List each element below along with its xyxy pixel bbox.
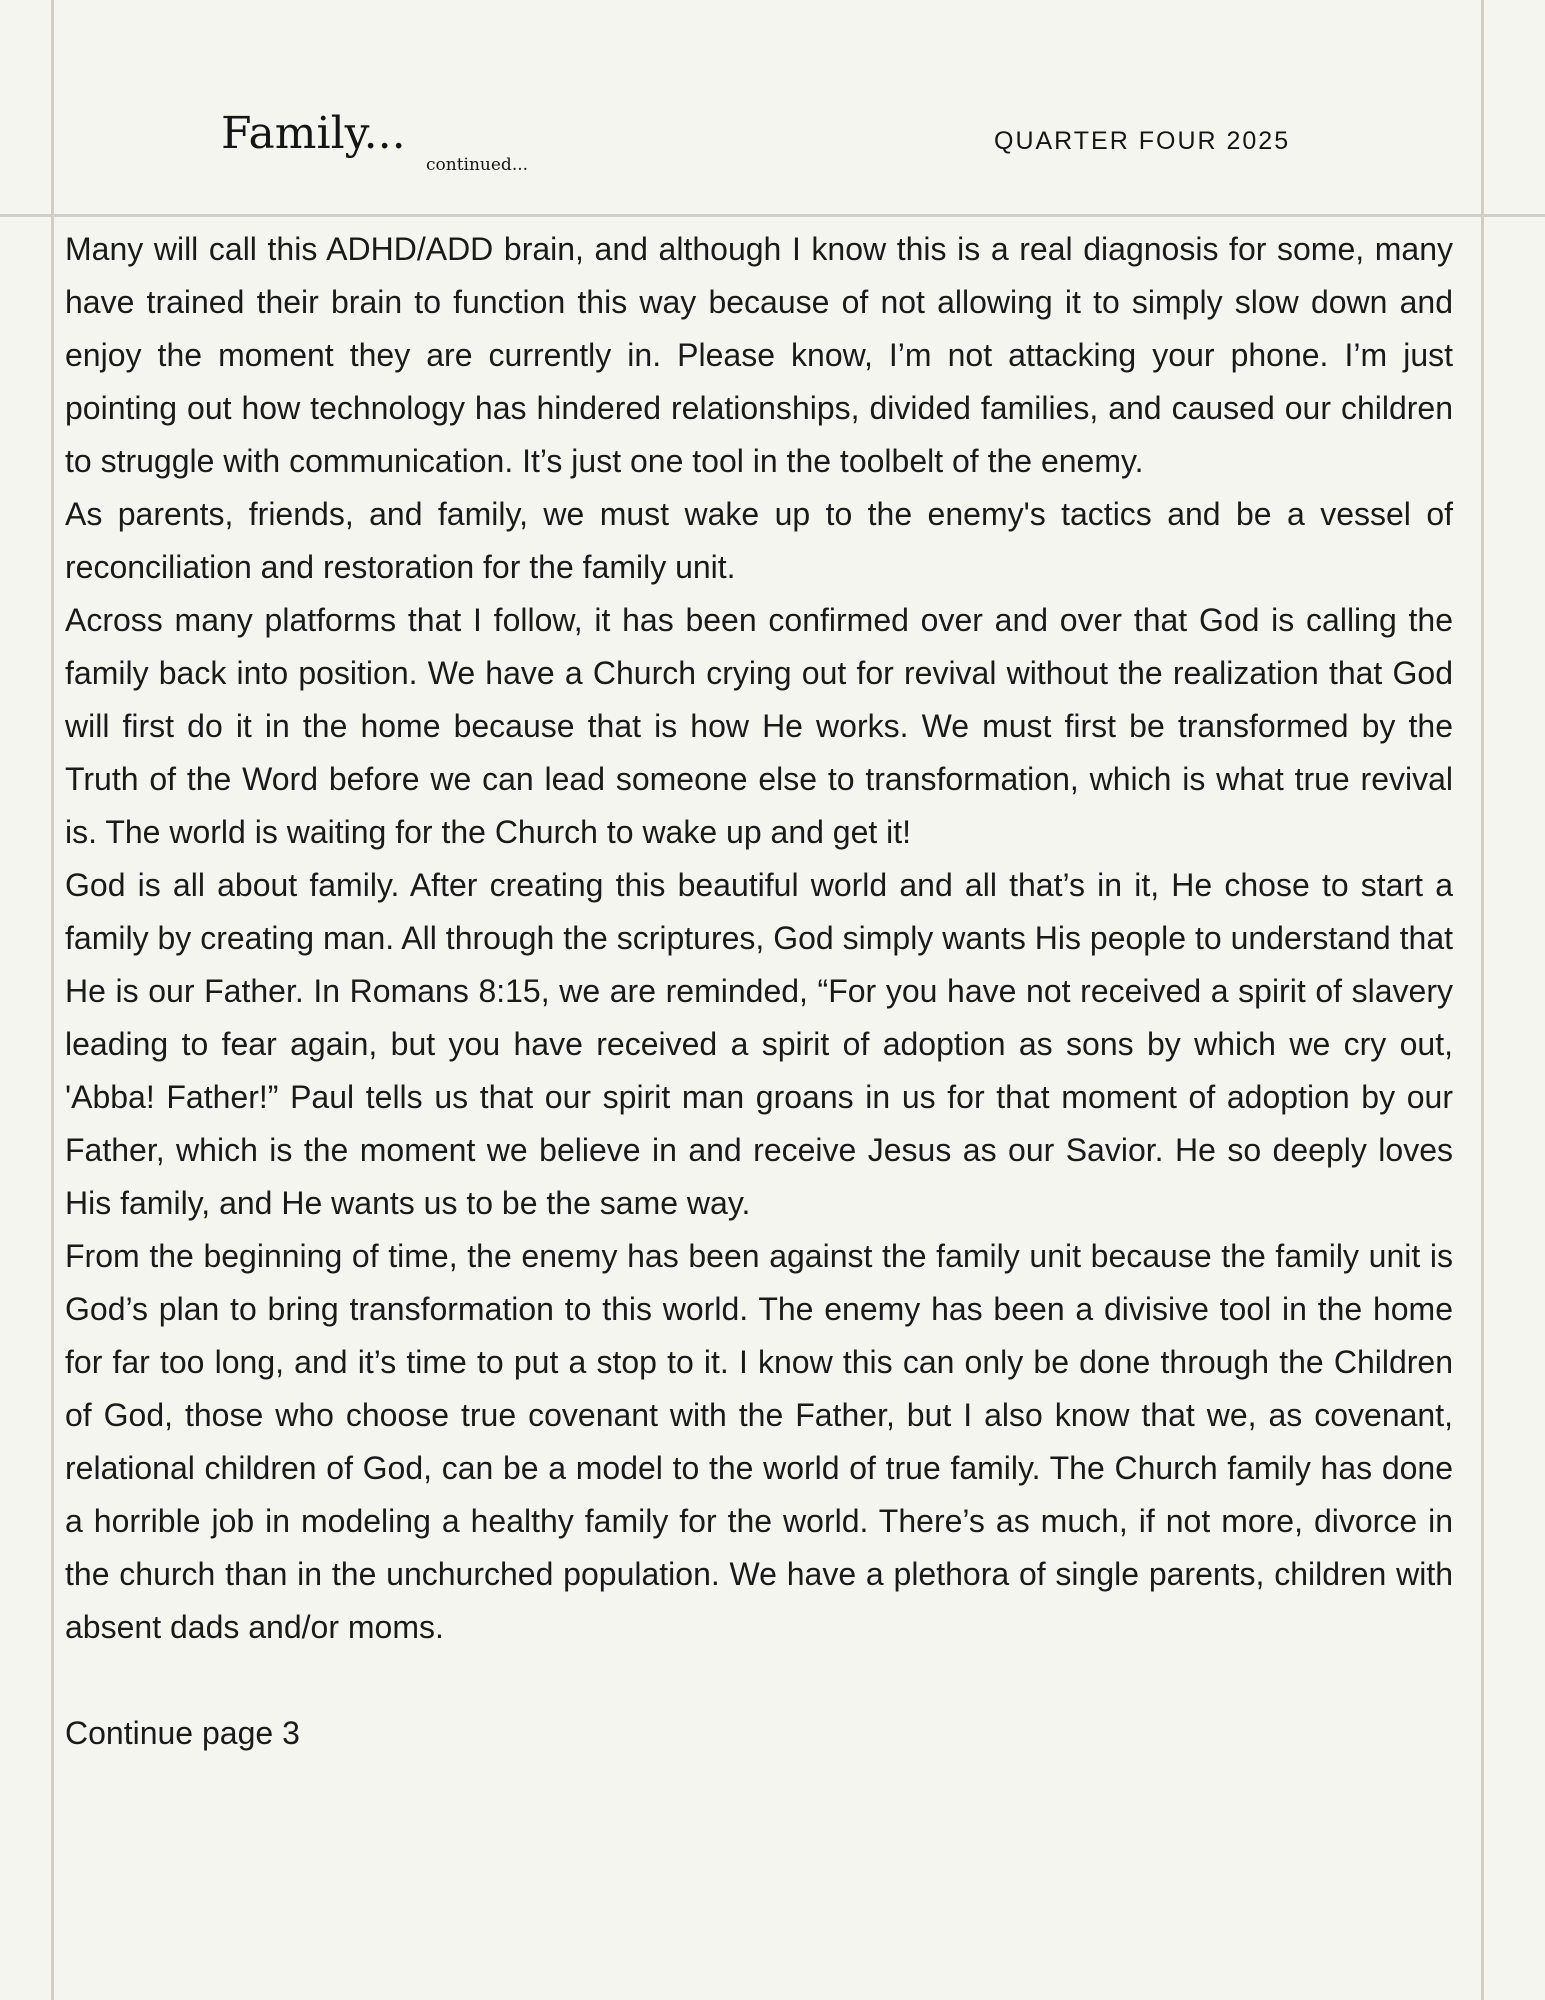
continue-page-note: Continue page 3	[65, 1715, 300, 1751]
article-paragraph-5: From the beginning of time, the enemy has been against the family unit because the family unit is God’s plan to bring transformation to this world. The enemy has been a divisive tool in the home for far too long, and it’s time to put a stop to it. I know this can only be done through the Children of God, those who choose true covenant with the Father, but I also know that we, as covenant, relational children of God, can be a model to the world of true family. The Church family has done a horrible job in modeling a healthy family for the world. There’s as much, if not more, divorce in the church than in the unchurched population. We have a plethora of single parents, children with absent dads and/or moms.	[65, 1238, 1453, 1645]
header-divider-rule	[0, 214, 1545, 217]
section-title: Family...	[221, 108, 406, 159]
right-margin-rule	[1481, 0, 1484, 2000]
article-paragraph-3: Across many platforms that I follow, it has been confirmed over and over that God is calling the family back into position. We have a Church crying out for revival without the realization that God will first do it in the home because that is how He works. We must first be transformed by the Truth of the Word before we can lead someone else to transformation, which is what true revival is. The world is waiting for the Church to wake up and get it!	[65, 602, 1453, 850]
article-paragraph-1: Many will call this ADHD/ADD brain, and although I know this is a real diagnosis for some, many have trained their brain to function this way because of not allowing it to simply slow down and enjoy the moment they are currently in. Please know, I’m not attacking your phone. I’m just pointing out how technology has hindered relationships, divided families, and caused our children to struggle with communication. It’s just one tool in the toolbelt of the enemy.	[65, 231, 1453, 479]
issue-label: QUARTER FOUR 2025	[994, 127, 1291, 155]
continued-label: continued...	[426, 155, 529, 175]
article-paragraph-2: As parents, friends, and family, we must wake up to the enemy's tactics and be a vessel of reconciliation and restoration for the family unit.	[65, 496, 1453, 585]
article-paragraph-4: God is all about family. After creating this beautiful world and all that’s in it, He chose to start a family by creating man. All through the scriptures, God simply wants His people to understand that He is our Father. In Romans 8:15, we are reminded, “For you have not received a spirit of slavery leading to fear again, but you have received a spirit of adoption as sons by which we cry out, 'Abba! Father!” Paul tells us that our spirit man groans in us for that moment of adoption by our Father, which is the moment we believe in and receive Jesus as our Savior. He so deeply loves His family, and He wants us to be the same way.	[65, 867, 1453, 1221]
article-body	[65, 223, 1453, 1760]
left-margin-rule	[51, 0, 54, 2000]
